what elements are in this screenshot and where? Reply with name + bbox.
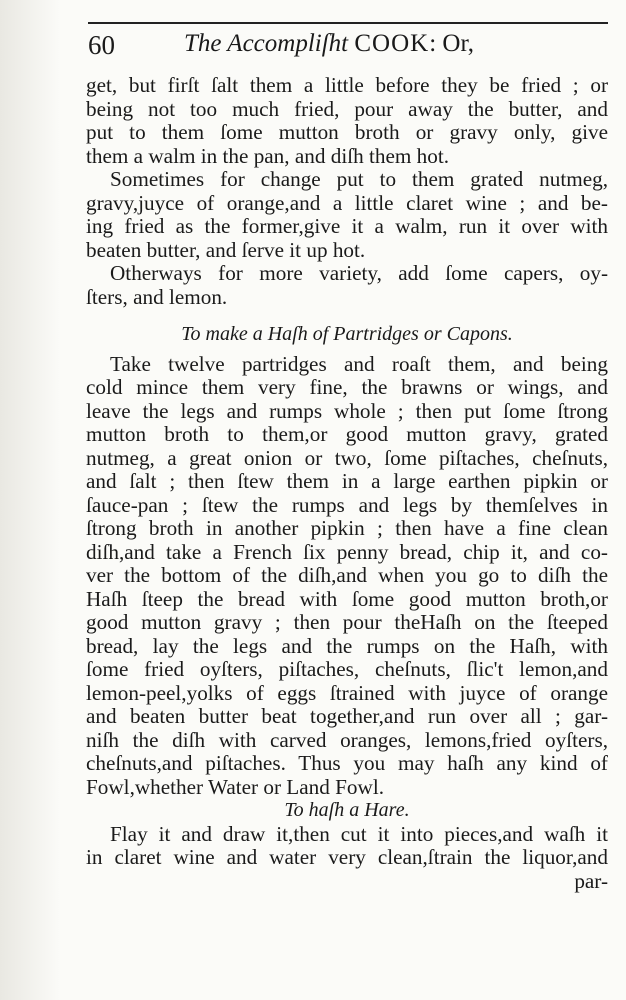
text-line: mutton broth to them,or good mutton gravy, grated bbox=[86, 423, 608, 446]
text-line: in claret wine and water very clean,ſtrain the liquor,and bbox=[86, 846, 608, 869]
text-line: ſome fried oyſters, piſtaches, cheſnuts, ſlic't lemon,and bbox=[86, 658, 608, 681]
running-title-tail: : Or, bbox=[429, 30, 475, 57]
recipe-heading-partridges: To make a Haſh of Partridges or Capons. bbox=[181, 323, 513, 345]
page-edge-shading bbox=[0, 0, 60, 1000]
text-line: put to them ſome mutton broth or gravy only, give bbox=[86, 121, 608, 144]
text-line: Flay it and draw it,then cut it into pieces,and waſh it bbox=[110, 822, 608, 846]
text-line: niſh the diſh with carved oranges, lemons,fried oyſters, bbox=[86, 728, 608, 752]
text-line: leave the legs and rumps whole ; then put ſome ſtrong bbox=[86, 399, 608, 423]
text-line: ing fried as the former,give it a walm, run it over with bbox=[86, 215, 608, 238]
body-text bbox=[86, 74, 608, 893]
text-line: bread, lay the legs and the rumps on the Haſh, with bbox=[86, 634, 608, 658]
text-line: and ſalt ; then ſtew them in a large earthen pipkin or bbox=[86, 470, 608, 493]
text-line: Haſh ſteep the bread with ſome good mutton broth,or bbox=[86, 587, 608, 611]
text-line: diſh,and take a French ſix penny bread, chip it, and co- bbox=[86, 540, 608, 564]
text-line: beaten butter, and ſerve it up hot. bbox=[86, 238, 366, 262]
text-line: cold mince them very fine, the brawns or wings, and bbox=[86, 376, 608, 399]
running-title-caps: COOK bbox=[354, 30, 430, 57]
text-line: and beaten butter beat together,and run over all ; gar- bbox=[86, 705, 608, 728]
text-line: cheſnuts,and piſtaches. Thus you may haſh any kind of bbox=[86, 752, 608, 775]
header-rule bbox=[88, 22, 608, 24]
text-line: ver the bottom of the diſh,and when you go to diſh the bbox=[86, 564, 608, 587]
text-line: ſauce-pan ; ſtew the rumps and legs by themſelves in bbox=[86, 493, 608, 517]
text-line: good mutton gravy ; then pour theHaſh on the ſteeped bbox=[86, 611, 608, 634]
text-line: Otherways for more variety, add ſome capers, oy- bbox=[110, 262, 608, 285]
text-line: Sometimes for change put to them grated nutmeg, bbox=[110, 168, 608, 191]
text-line: nutmeg, a great onion or two, ſome piſtaches, cheſnuts, bbox=[86, 446, 608, 470]
catchword: par- bbox=[574, 869, 608, 893]
recipe-heading-hare: To haſh a Hare. bbox=[284, 799, 410, 821]
text-line: being not too much fried, pour away the butter, and bbox=[86, 97, 608, 121]
text-line: ſters, and lemon. bbox=[86, 285, 228, 309]
running-title-italic: The Accompliſht bbox=[184, 30, 349, 57]
text-line: ſtrong broth in another pipkin ; then have a fine clean bbox=[86, 517, 608, 540]
page-number: 60 bbox=[88, 30, 115, 60]
spacer bbox=[86, 309, 608, 323]
text-line: Take twelve partridges and roaſt them, and being bbox=[110, 352, 608, 376]
text-line: lemon-peel,yolks of eggs ſtrained with juyce of orange bbox=[86, 681, 608, 705]
page-header bbox=[88, 30, 608, 70]
running-title bbox=[184, 30, 474, 58]
text-line: Fowl,whether Water or Land Fowl. bbox=[86, 775, 384, 799]
text-line: them a walm in the pan, and diſh them hot. bbox=[86, 144, 450, 168]
text-line: gravy,juyce of orange,and a little claret wine ; and be- bbox=[86, 191, 608, 215]
text-line: get, but firſt ſalt them a little before they be fried ; or bbox=[86, 74, 608, 97]
